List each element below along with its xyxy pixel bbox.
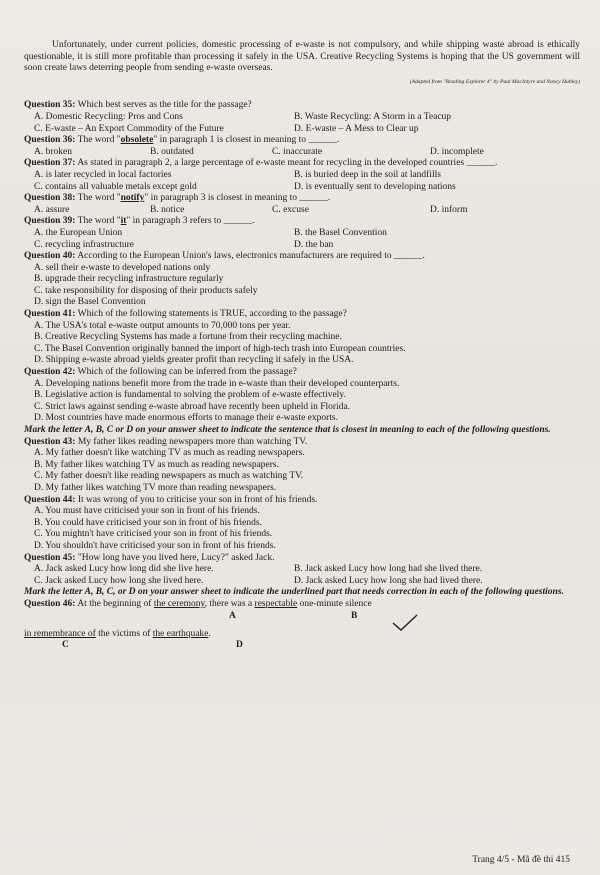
page-footer: Trang 4/5 - Mã đề thi 415 (472, 855, 570, 865)
option-a: A. My father doesn't like watching TV as much as reading newspapers. (34, 448, 305, 459)
question-38: Question 38: The word "notify" in paragraph 3 is closest in meaning to ______. A. assure B. notice C. excuse D. inform (24, 193, 580, 216)
question-number: Question 44: (24, 494, 76, 505)
option-a: A. broken (34, 146, 72, 157)
target-word: notify (120, 193, 145, 204)
option-d: D. Jack asked Lucy how long she had lived there. (294, 575, 483, 586)
option-d: D. E-waste – A Mess to Clear up (294, 123, 419, 134)
question-37 (24, 158, 580, 193)
option-c: C. recycling infrastructure (34, 239, 134, 250)
question-number: Question 42: (24, 367, 76, 378)
option-c: C. take responsibility for disposing of their products safely (34, 285, 258, 296)
option-a: A. the European Union (34, 227, 123, 238)
option-c: C. My father doesn't like reading newspapers as much as watching TV. (34, 471, 304, 482)
option-d: D. the ban (294, 239, 334, 250)
underlined-part-c: in remembrance of (24, 628, 96, 639)
question-42 (24, 367, 580, 425)
option-d: D. inform (430, 204, 468, 215)
question-stem: Which of the following can be inferred from the passage? (75, 367, 297, 378)
question-stem: According to the European Union's laws, electronics manufacturers are required to ______. (75, 251, 425, 262)
question-number: Question 37: (24, 158, 76, 169)
target-word: obsolete (120, 135, 154, 146)
question-number: Question 46: (24, 598, 76, 609)
question-stem: Which of the following statements is TRUE, according to the passage? (75, 309, 347, 320)
option-a: A. The USA's total e-waste output amounts to 70,000 tons per year. (34, 320, 291, 331)
checkmark-icon (392, 614, 418, 632)
part-letter-d: D (236, 640, 243, 651)
option-c: C. The Basel Convention originally banned the import of high-tech trash into European countries. (34, 343, 406, 354)
option-b: B. the Basel Convention (294, 227, 387, 238)
question-number: Question 40: (24, 251, 76, 262)
question-number: Question 45: (24, 552, 76, 563)
option-b: B. My father likes watching TV as much as reading newspapers. (34, 459, 280, 470)
part-letters-row-2 (24, 640, 580, 652)
question-number: Question 35: (24, 100, 76, 111)
option-c: C. Jack asked Lucy how long she lived here. (34, 575, 204, 586)
part-letter-b: B (351, 610, 358, 621)
option-d: D. My father likes watching TV more than reading newspapers. (34, 482, 277, 493)
option-c: C. contains all valuable metals except gold (34, 181, 197, 192)
option-a: A. Jack asked Lucy how long did she live here. (34, 564, 214, 575)
question-number: Question 41: (24, 309, 76, 320)
option-d: D. Most countries have made enormous efforts to manage their e-waste exports. (34, 413, 338, 424)
question-46: Question 46: At the beginning of the ceremony, there was a respectable one-minute silence A B in remembrance of the victims of the earthquake. C D (24, 599, 580, 652)
question-number: Question 43: (24, 436, 76, 447)
passage-source: (Adapted from "Reading Explorer 4" by Paul MacIntyre and Nancy Hubley) (409, 78, 580, 85)
option-c: C. inaccurate (272, 146, 323, 157)
part-letters-row-1 (24, 611, 580, 623)
option-b: B. Waste Recycling: A Storm in a Teacup (294, 111, 452, 122)
option-d: D. Shipping e-waste abroad yields greater profit than recycling it safely in the USA. (34, 355, 354, 366)
target-word: it (120, 216, 127, 227)
option-b: B. upgrade their recycling infrastructure regularly (34, 274, 224, 285)
question-43 (24, 437, 580, 495)
underlined-part-a: the ceremony (153, 598, 205, 609)
question-stem: It was wrong of you to criticise your son in front of his friends. (75, 494, 318, 505)
option-a: A. Domestic Recycling: Pros and Cons (34, 111, 183, 122)
option-b: B. Jack asked Lucy how long had she lived there. (294, 564, 483, 575)
question-35 (24, 100, 580, 135)
option-c: C. E-waste – An Export Commodity of the Future (34, 123, 224, 134)
option-a: A. sell their e-waste to developed nations only (34, 262, 211, 273)
question-stem: Which best serves as the title for the passage? (75, 100, 252, 111)
question-stem: "How long have you lived here, Lucy?" asked Jack. (75, 552, 275, 563)
section-instruction: Mark the letter A, B, C or D on your answer sheet to indicate the sentence that is closest in meaning to each of the following questions. (24, 425, 551, 435)
question-41 (24, 309, 580, 367)
option-d: D. is eventually sent to developing nations (294, 181, 456, 192)
option-b: B. Legislative action is fundamental to solving the problem of e-waste effectively. (34, 390, 346, 401)
question-stem: My father likes reading newspapers more than watching TV. (75, 436, 308, 447)
option-b: B. outdated (150, 146, 194, 157)
option-c: C. excuse (272, 204, 309, 215)
question-stem: As stated in paragraph 2, a large percentage of e-waste meant for recycling in the developed countries ______. (75, 158, 498, 169)
passage-paragraph: Unfortunately, under current policies, domestic processing of e-waste is not compulsory, and while shipping waste abroad is ethically questionable, it is still more profitable than processing it safely in the USA. Creative Recycling Systems is hoping that the US government will soon create laws deterring people from sending e-waste overseas. (24, 40, 580, 74)
option-a: A. You must have criticised your son in front of his friends. (34, 506, 260, 517)
option-b: B. Creative Recycling Systems has made a fortune from their recycling machine. (34, 332, 342, 343)
part-letter-a: A (229, 610, 236, 621)
underlined-part-d: the earthquake (152, 628, 209, 639)
option-d: D. You shouldn't have criticised your son in front of his friends. (34, 540, 276, 551)
option-b: B. You could have criticised your son in front of his friends. (34, 517, 262, 528)
option-b: B. notice (150, 204, 185, 215)
option-c: C. You mightn't have criticised your son in front of his friends. (34, 529, 273, 540)
option-d: D. sign the Basel Convention (34, 297, 146, 308)
option-a: A. Developing nations benefit more from the trade in e-waste than their developed counterparts. (34, 378, 400, 389)
option-a: A. assure (34, 204, 70, 215)
question-39: Question 39: The word "it" in paragraph 3 refers to ______. A. the European Union B. the Basel Convention C. recycling infrastructure D. the ban (24, 216, 580, 251)
option-b: B. is buried deep in the soil at landfills (294, 169, 441, 180)
exam-content (24, 40, 580, 652)
question-36: Question 36: The word "obsolete" in paragraph 1 is closest in meaning to ______. A. broken B. outdated C. inaccurate D. incomplete (24, 135, 580, 158)
underlined-part-b: respectable (254, 598, 298, 609)
question-40 (24, 251, 580, 309)
question-44 (24, 495, 580, 553)
question-number: Question 36: (24, 135, 76, 146)
option-d: D. incomplete (430, 146, 484, 157)
question-45 (24, 553, 580, 588)
question-number: Question 39: (24, 216, 76, 227)
question-number: Question 38: (24, 193, 76, 204)
option-c: C. Strict laws against sending e-waste abroad have recently been upheld in Florida. (34, 401, 351, 412)
option-a: A. is later recycled in local factories (34, 169, 172, 180)
section-instruction: Mark the letter A, B, C, or D on your answer sheet to indicate the underlined part that needs correction in each of the following questions. (24, 587, 564, 598)
part-letter-c: C (62, 640, 69, 651)
